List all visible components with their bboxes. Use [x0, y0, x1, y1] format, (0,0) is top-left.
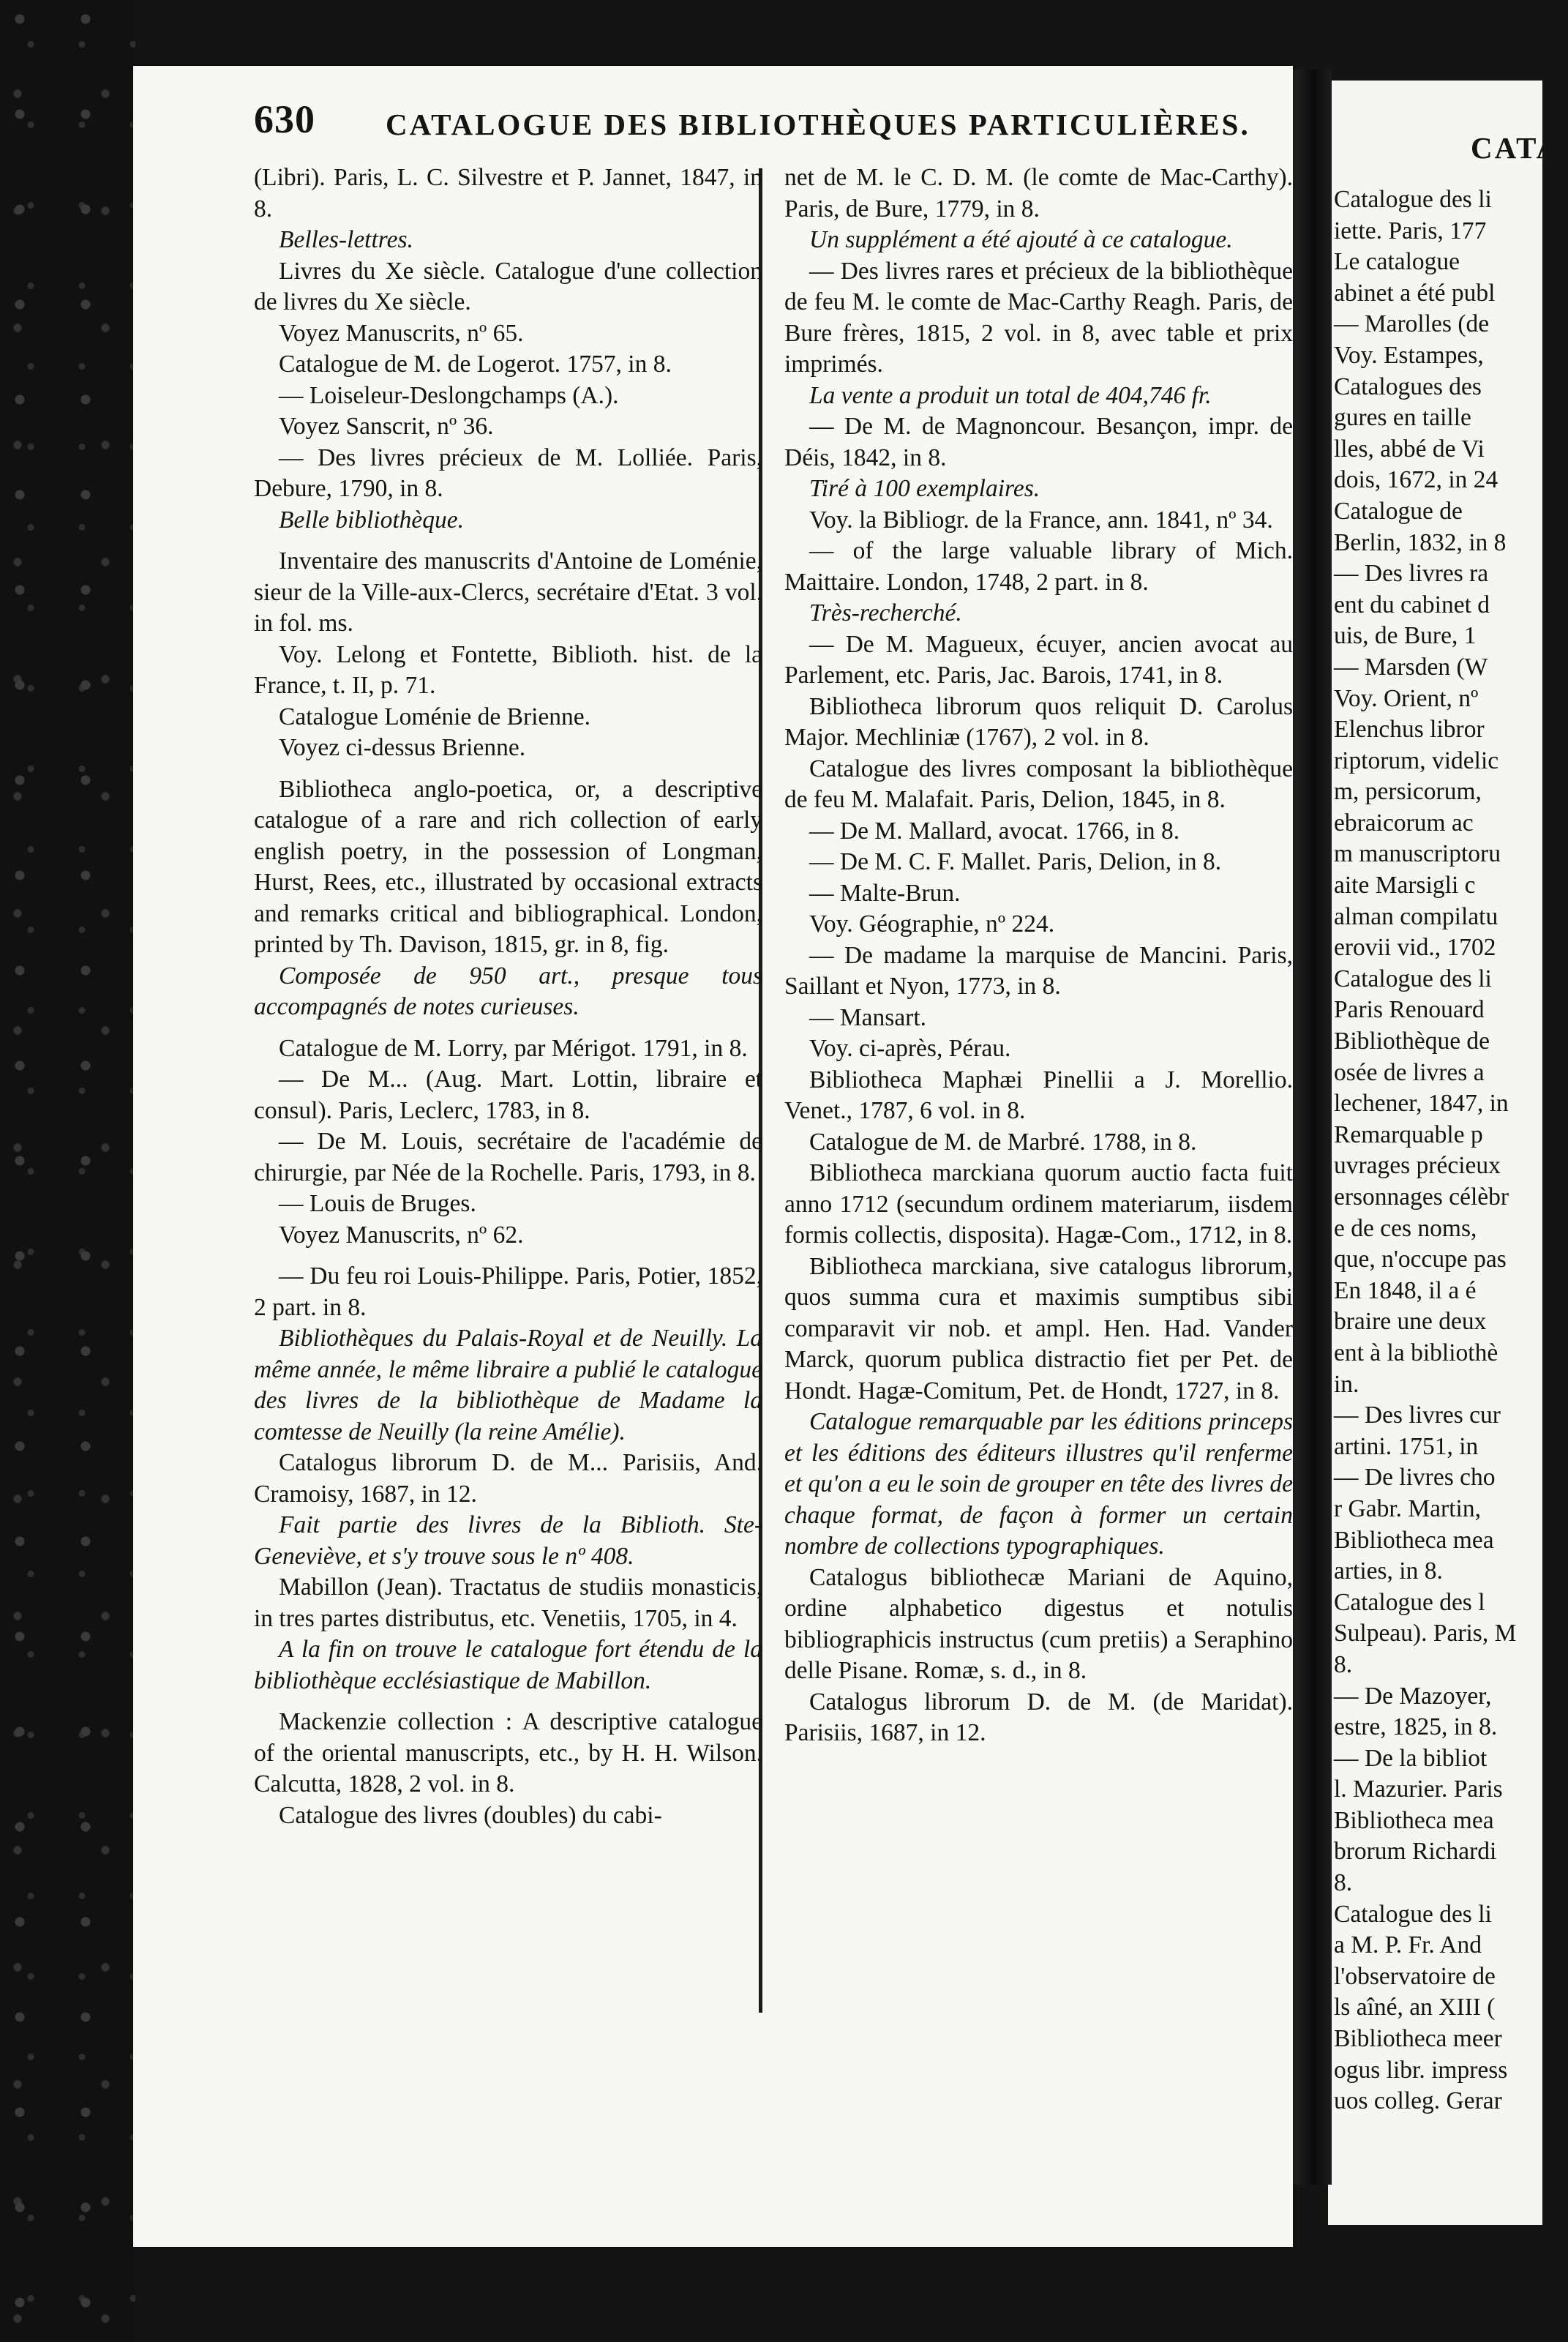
- entry-text: Catalogue de M. Lorry, par Mérigot. 1791, in 8.: [279, 1034, 748, 1062]
- facing-page-line: Bibliotheca meer: [1334, 2025, 1502, 2053]
- facing-page-line: Catalogue des li: [1334, 965, 1492, 992]
- entry-text: Catalogus librorum D. de M. (de Maridat). Parisiis, 1687, in 12.: [784, 1688, 1293, 1746]
- facing-page-line: En 1848, il a é: [1334, 1276, 1477, 1304]
- facing-page-line: estre, 1825, in 8.: [1334, 1713, 1498, 1741]
- facing-page-line: Catalogue des li: [1334, 1900, 1492, 1928]
- entry-text: Voyez Manuscrits, nº 62.: [279, 1221, 524, 1249]
- facing-page-line: Catalogue des l: [1334, 1588, 1485, 1616]
- facing-page-line: Sulpeau). Paris, M: [1334, 1620, 1517, 1647]
- scan-background: [0, 0, 135, 2342]
- entry-text: Catalogue de M. de Marbré. 1788, in 8.: [809, 1128, 1197, 1156]
- entry-text: — Des livres précieux de M. Lolliée. Paris, Debure, 1790, in 8.: [254, 444, 762, 502]
- entry-note: Composée de 950 art., presque tous accompagnés de notes curieuses.: [254, 962, 762, 1020]
- book-page: [133, 66, 1293, 2247]
- facing-page-line: — Marsden (W: [1334, 653, 1488, 681]
- entry-text: — De madame la marquise de Mancini. Paris, Saillant et Nyon, 1773, in 8.: [784, 941, 1293, 1000]
- entry-text: Inventaire des manuscrits d'Antoine de Loménie, sieur de la Ville-aux-Clercs, secrétaire d'Etat. 3 vol. in fol. ms.: [254, 547, 762, 637]
- facing-page-line: iette. Paris, 177: [1334, 217, 1487, 244]
- entry-note: A la fin on trouve le catalogue fort étendu de la bibliothèque ecclésiastique de Mabillon.: [254, 1636, 762, 1694]
- entry-text: — De M. Magueux, écuyer, ancien avocat au Parlement, etc. Paris, Jac. Barois, 1741, in 8.: [784, 630, 1293, 689]
- entry-note: Fait partie des livres de la Biblioth. Ste-Geneviève, et s'y trouve sous le nº 408.: [254, 1511, 762, 1570]
- facing-page-line: Voy. Orient, nº: [1334, 684, 1479, 712]
- entry-text: — De M... (Aug. Mart. Lottin, libraire et consul). Paris, Leclerc, 1783, in 8.: [254, 1066, 762, 1124]
- entry-text: Catalogus librorum D. de M... Parisiis, And. Cramoisy, 1687, in 12.: [254, 1449, 762, 1508]
- entry-note: Belle bibliothèque.: [279, 506, 465, 534]
- facing-page-line: ent du cabinet d: [1334, 591, 1490, 618]
- entry-text: — De M. C. F. Mallet. Paris, Delion, in 8.: [809, 848, 1222, 875]
- facing-page-line: Elenchus libror: [1334, 716, 1485, 744]
- entry-text: Bibliotheca marckiana, sive catalogus librorum, quos summa cura et maximis sumptibus sibi comparavit vir nob. et ampl. Hen. Had. Vander Marck, quorum publica distractio fiet per Pet. de Hondt. Hagæ-Comitum, Pet. de Hondt, 1727, in 8.: [784, 1252, 1293, 1404]
- facing-page-line: Bibliotheca mea: [1334, 1806, 1494, 1834]
- right-column: [784, 162, 1293, 1749]
- facing-page-line: — Marolles (de: [1334, 310, 1490, 338]
- facing-page-line: Remarquable p: [1334, 1121, 1483, 1148]
- facing-page-line: ent à la bibliothè: [1334, 1339, 1498, 1366]
- facing-page-line: a M. P. Fr. And: [1334, 1931, 1482, 1959]
- facing-page-line: Catalogue de: [1334, 497, 1463, 525]
- entry-text: Catalogus bibliothecæ Mariani de Aquino, ordine alphabetico digestus et notulis bibliographicis instructus (cum pretiis) a Seraphino delle Pisane. Romæ, s. d., in 8.: [784, 1563, 1293, 1684]
- entry-text: Mackenzie collection : A descriptive catalogue of the oriental manuscripts, etc., by H. H. Wilson. Calcutta, 1828, 2 vol. in 8.: [254, 1708, 762, 1797]
- facing-page-line: abinet a été publ: [1334, 279, 1496, 307]
- facing-page-line: dois, 1672, in 24: [1334, 466, 1498, 494]
- entry-text: Voy. Géographie, nº 224.: [809, 910, 1055, 938]
- page-number: 630: [254, 97, 315, 141]
- facing-page-line: — Des livres ra: [1334, 560, 1489, 588]
- facing-page-line: m, persicorum,: [1334, 778, 1482, 806]
- entry-note: Tiré à 100 exemplaires.: [809, 475, 1040, 502]
- facing-page-line: Paris Renouard: [1334, 996, 1485, 1024]
- facing-page-line: uis, de Bure, 1: [1334, 622, 1477, 650]
- entry-text: — De M. Mallard, avocat. 1766, in 8.: [809, 817, 1180, 845]
- entry-note: Un supplément a été ajouté à ce catalogue.: [809, 226, 1233, 253]
- facing-page-line: Berlin, 1832, in 8: [1334, 528, 1507, 556]
- facing-page-line: l'observatoire de: [1334, 1962, 1496, 1990]
- entry-text: Voyez Sanscrit, nº 36.: [279, 413, 494, 440]
- facing-page-line: gures en taille: [1334, 404, 1471, 432]
- entry-text: Catalogue des livres composant la bibliothèque de feu M. Malafait. Paris, Delion, 1845, in 8.: [784, 755, 1293, 813]
- page-header: [254, 97, 1278, 155]
- entry-note: Très-recherché.: [809, 599, 962, 626]
- facing-page-line: — De la bibliot: [1334, 1744, 1488, 1772]
- facing-page-line: e de ces noms,: [1334, 1214, 1477, 1242]
- entry-text: — of the large valuable library of Mich. Maittaire. London, 1748, 2 part. in 8.: [784, 537, 1293, 596]
- entry-text: Voyez Manuscrits, nº 65.: [279, 319, 524, 347]
- facing-page-line: que, n'occupe pas: [1334, 1246, 1507, 1273]
- entry-text: — Loiseleur-Deslongchamps (A.).: [279, 381, 619, 409]
- facing-page-line: Bibliotheca mea: [1334, 1526, 1494, 1554]
- facing-page-line: braire une deux: [1334, 1308, 1487, 1336]
- facing-page-line: 8.: [1334, 1869, 1353, 1897]
- facing-page-line: 8.: [1334, 1650, 1353, 1678]
- entry-text: Voy. ci-après, Pérau.: [809, 1035, 1011, 1062]
- facing-page-line: lechener, 1847, in: [1334, 1090, 1509, 1118]
- facing-page-line: ebraicorum ac: [1334, 809, 1474, 837]
- facing-page-line: brorum Richardi: [1334, 1838, 1497, 1866]
- facing-page-line: osée de livres a: [1334, 1058, 1485, 1086]
- entry-text: — Du feu roi Louis-Philippe. Paris, Potier, 1852, 2 part. in 8.: [254, 1262, 762, 1321]
- entry-text: — Mansart.: [809, 1003, 927, 1031]
- facing-page-header: CATA: [1471, 131, 1561, 165]
- facing-page-line: uvrages précieux: [1334, 1152, 1501, 1180]
- entry-text: — De M. de Magnoncour. Besançon, impr. de Déis, 1842, in 8.: [784, 413, 1293, 471]
- entry-text: Livres du Xe siècle. Catalogue d'une collection de livres du Xe siècle.: [254, 257, 762, 315]
- facing-page-line: Catalogue des li: [1334, 186, 1492, 213]
- entry-text: (Libri). Paris, L. C. Silvestre et P. Jannet, 1847, in 8.: [254, 164, 762, 222]
- entry-note: Catalogue remarquable par les éditions princeps et les éditions des éditeurs illustres qu'il renferme et qu'on a eu le soin de grouper en tête des livres de chaque format, de façon à former un certain nombre de collections typographiques.: [784, 1408, 1293, 1560]
- facing-page: [1328, 81, 1561, 2225]
- facing-page-line: erovii vid., 1702: [1334, 934, 1496, 962]
- facing-page-line: ogus libr. impress: [1334, 2056, 1508, 2084]
- entry-text: Catalogue Loménie de Brienne.: [279, 703, 591, 730]
- entry-text: Bibliotheca marckiana quorum auctio facta fuit anno 1712 (secundum ordinem materiarum, iisdem formis collectis, disposita). Hagæ-Com., 1712, in 8.: [784, 1159, 1293, 1249]
- facing-page-line: in.: [1334, 1370, 1359, 1398]
- entry-text: Voy. la Bibliogr. de la France, ann. 1841, nº 34.: [809, 506, 1273, 534]
- entry-text: Mabillon (Jean). Tractatus de studiis monasticis, in tres partes distributus, etc. Venetiis, 1705, in 4.: [254, 1574, 762, 1632]
- entry-text: — De M. Louis, secrétaire de l'académie de chirurgie, par Née de la Rochelle. Paris, 1793, in 8.: [254, 1128, 762, 1186]
- book-spine-shadow: [1288, 70, 1332, 2185]
- entry-text: Catalogue de M. de Logerot. 1757, in 8.: [279, 351, 672, 378]
- entry-note: La vente a produit un total de 404,746 fr.: [809, 381, 1212, 409]
- entry-text: Voyez ci-dessus Brienne.: [279, 734, 526, 761]
- facing-page-line: r Gabr. Martin,: [1334, 1494, 1481, 1522]
- entry-text: net de M. le C. D. M. (le comte de Mac-Carthy). Paris, de Bure, 1779, in 8.: [784, 164, 1293, 222]
- entry-text: Voy. Lelong et Fontette, Biblioth. hist. de la France, t. II, p. 71.: [254, 640, 762, 699]
- entry-text: Bibliotheca Maphæi Pinellii a J. Morellio. Venet., 1787, 6 vol. in 8.: [784, 1066, 1293, 1124]
- facing-page-line: Bibliothèque de: [1334, 1028, 1490, 1055]
- entry-note: Bibliothèques du Palais-Royal et de Neuilly. La même année, le même libraire a publié le catalogue des livres de la bibliothèque de Madame la comtesse de Neuilly (la reine Amélie).: [254, 1325, 762, 1445]
- left-column: [254, 162, 762, 1831]
- facing-page-line: Le catalogue: [1334, 248, 1460, 276]
- facing-page-line: — Des livres cur: [1334, 1402, 1501, 1429]
- facing-page-line: alman compilatu: [1334, 902, 1498, 930]
- page-title: CATALOGUE DES BIBLIOTHÈQUES PARTICULIÈRES.: [386, 108, 1250, 141]
- facing-page-line: lles, abbé de Vi: [1334, 435, 1485, 463]
- facing-page-line: — De livres cho: [1334, 1464, 1496, 1492]
- entry-text: Catalogue des livres (doubles) du cabi-: [279, 1801, 662, 1829]
- entry-note: Belles-lettres.: [279, 226, 413, 253]
- facing-page-line: m manuscriptoru: [1334, 840, 1501, 868]
- entry-text: — Malte-Brun.: [809, 879, 961, 907]
- entry-text: — Louis de Bruges.: [279, 1190, 476, 1217]
- facing-page-line: — De Mazoyer,: [1334, 1682, 1492, 1710]
- facing-page-line: ersonnages célèbr: [1334, 1183, 1509, 1211]
- facing-page-line: arties, in 8.: [1334, 1557, 1443, 1585]
- entry-text: Bibliotheca anglo-poetica, or, a descriptive catalogue of a rare and rich collection of early english poetry, in the possession of Longman, Hurst, Rees, etc., illustrated by occasional extracts and remarks critical and bibliographical. London, printed by Th. Davison, 1815, gr. in 8, fig.: [254, 775, 762, 958]
- facing-page-line: Catalogues des: [1334, 373, 1482, 400]
- facing-page-line: ls aîné, an XIII (: [1334, 1994, 1496, 2021]
- facing-page-line: uos colleg. Gerar: [1334, 2087, 1502, 2115]
- facing-page-line: Voy. Estampes,: [1334, 341, 1484, 369]
- facing-page-line: aite Marsigli c: [1334, 872, 1476, 899]
- facing-page-text: [1334, 184, 1568, 2117]
- facing-page-line: artini. 1751, in: [1334, 1432, 1479, 1460]
- facing-page-line: l. Mazurier. Paris: [1334, 1776, 1503, 1803]
- entry-text: — Des livres rares et précieux de la bibliothèque de feu M. le comte de Mac-Carthy Reagh. Paris, de Bure frères, 1815, 2 vol. in 8, avec table et prix imprimés.: [784, 257, 1293, 378]
- entry-text: Bibliotheca librorum quos reliquit D. Carolus Major. Mechliniæ (1767), 2 vol. in 8.: [784, 692, 1293, 751]
- facing-page-line: riptorum, videlic: [1334, 747, 1499, 774]
